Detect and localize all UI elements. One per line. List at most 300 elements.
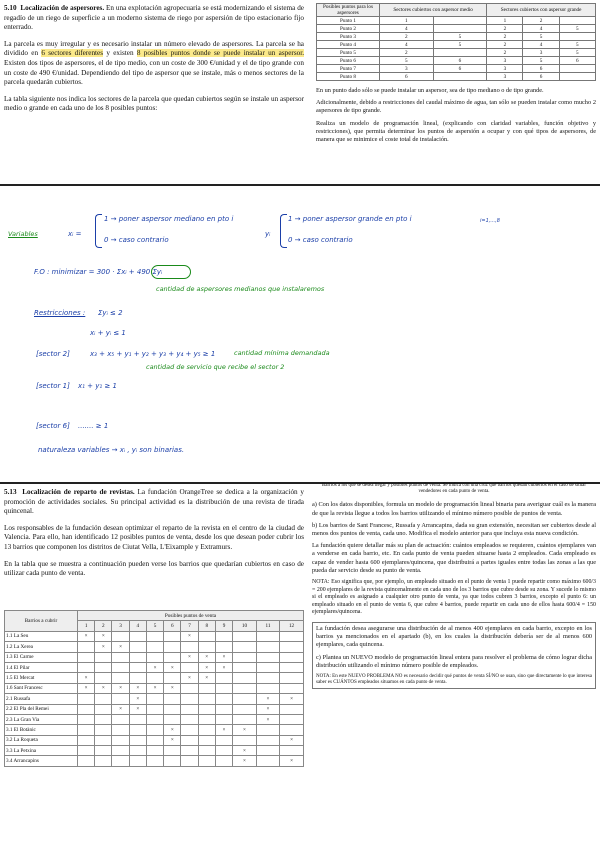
coverage-mark-cell: [146, 704, 163, 714]
coverage-mark-cell: ×: [280, 694, 304, 704]
sector-cell: 2: [380, 49, 434, 57]
problem-510-intro: 5.10 Localización de aspersores. En una explotación agropecuaria se está modernizando el sistema de regadío de un riego de superficie a un moderno sistema de riego por aspersión de tipo estacionario fijo enterrado.: [4, 4, 304, 32]
coverage-mark-cell: ×: [164, 735, 181, 745]
coverage-mark-cell: [256, 662, 279, 672]
barrio-row: [5, 746, 304, 756]
y-var: yᵢ: [265, 230, 271, 238]
coverage-mark-cell: [146, 652, 163, 662]
coverage-mark-cell: [198, 683, 215, 693]
coverage-mark-cell: [233, 735, 257, 745]
sector-cell: 2: [487, 49, 523, 57]
coverage-mark-cell: [78, 652, 95, 662]
coverage-mark-cell: [181, 725, 198, 735]
sector-cell: [433, 25, 487, 33]
coverage-row: [317, 33, 596, 41]
barrio-row: [5, 652, 304, 662]
col-point-4: 4: [129, 621, 146, 631]
coverage-mark-cell: [233, 714, 257, 724]
coverage-mark-cell: [198, 725, 215, 735]
coverage-mark-cell: ×: [233, 746, 257, 756]
problem-513-right: [312, 483, 596, 689]
coverage-mark-cell: ×: [256, 694, 279, 704]
coverage-mark-cell: [78, 746, 95, 756]
coverage-mark-cell: ×: [233, 725, 257, 735]
variable-nature: naturaleza variables → xᵢ , yᵢ son binarias.: [38, 446, 185, 454]
note-distribution: NOTA: Eso significa que, por ejemplo, un empleado situado en el punto de venta 1 puede repartir como máximo 600/3 = 200 ejemplares de la revista quincenalmente en cada uno de los 3 barrios que cubre desde su zona. Y sucede lo mismo si el empleado es asignado a cualquier otro punto de venta, ya que todos cubren 3 barrios, excepto el punto 6: un empleado situado en el punto de venta 6, que cubre 4 barrios, puede repartir en cada uno de ellos hasta 600/4 = 150 ejemplares/quincena.: [312, 579, 596, 616]
coverage-mark-cell: [198, 735, 215, 745]
coverage-mark-cell: [215, 735, 232, 745]
barrio-name-cell: 1.1 La Seu: [5, 631, 78, 641]
x-one: 1 → poner aspersor mediano en pto i: [104, 215, 234, 223]
barrio-name-cell: 3.4 Arrancapins: [5, 756, 78, 766]
coverage-mark-cell: [129, 662, 146, 672]
col-header-medium: Sectores cubiertos con aspersor medio: [380, 4, 487, 17]
coverage-mark-cell: [256, 631, 279, 641]
sector6-label: [sector 6]: [36, 422, 70, 430]
coverage-mark-cell: [112, 735, 129, 745]
sector-cell: [433, 73, 487, 81]
coverage-mark-cell: [233, 673, 257, 683]
restrictions-label: Restricciones :: [34, 309, 86, 317]
coverage-mark-cell: [280, 714, 304, 724]
restriction-one-aspersor: En un punto dado sólo se puede instalar un aspersor, sea de tipo mediano o de tipo grande.: [316, 87, 544, 94]
coverage-mark-cell: [78, 694, 95, 704]
barrio-name-cell: 3.3 La Petxina: [5, 746, 78, 756]
col-point-7: 7: [181, 621, 198, 631]
coverage-mark-cell: ×: [215, 725, 232, 735]
restriction-large-max: Σyᵢ ≤ 2: [98, 309, 123, 317]
coverage-mark-cell: [164, 694, 181, 704]
coverage-mark-cell: [95, 694, 112, 704]
note-new-problem: NOTA: En este NUEVO PROBLEMA NO es necesario decidir qué puntos de venta SÍ/NO se usan, sino que directamente lo que interesa saber es CUÁNTOS empleados situamos en cada punto de venta.: [316, 674, 592, 686]
coverage-mark-cell: [256, 735, 279, 745]
coverage-mark-cell: ×: [164, 662, 181, 672]
coverage-mark-cell: [146, 756, 163, 766]
coverage-mark-cell: [129, 735, 146, 745]
coverage-mark-cell: [181, 704, 198, 714]
sector2-label: [sector 2]: [36, 350, 70, 358]
coverage-mark-cell: [78, 714, 95, 724]
coverage-mark-cell: [181, 756, 198, 766]
sector-cell: 4: [380, 41, 434, 49]
employee-info: La fundación quiere detallar más su plan de actuación: cuántos empleados se requieren, cuántos ejemplares van a venderse en cada barrio, etc. En cada punto de venta pueden situarse hasta 2 empleados. Cada empleado es capaz de vender hasta 600 ejemplares/quincena, que distribuirá a partes iguales entre todas las zonas a las que pueda dar servicio desde su punto de venta.: [312, 542, 596, 574]
coverage-mark-cell: [215, 694, 232, 704]
sector-cell: 2: [380, 33, 434, 41]
sector-cell: [433, 17, 487, 25]
coverage-row: [317, 73, 596, 81]
coverage-mark-cell: [198, 756, 215, 766]
coverage-row: [317, 65, 596, 73]
separator-top: [0, 184, 600, 186]
coverage-mark-cell: [256, 683, 279, 693]
coverage-mark-cell: [78, 662, 95, 672]
coverage-mark-cell: ×: [198, 662, 215, 672]
coverage-mark-cell: [280, 642, 304, 652]
sector-cell: 3: [487, 57, 523, 65]
distribution-requirement: La fundación desea asegurarse una distribución de al menos 400 ejemplares en cada barrio, excepto en los barrios ya mencionados en el apartado (b), en los cuales la distribución debería ser de al menos 600 ejemplares, cada quincena.: [316, 625, 592, 649]
sector-cell: 4: [380, 25, 434, 33]
sector-cell: 2: [487, 41, 523, 49]
barrio-row: [5, 673, 304, 683]
coverage-mark-cell: ×: [112, 642, 129, 652]
coverage-mark-cell: [78, 725, 95, 735]
coverage-mark-cell: [146, 631, 163, 641]
sector-cell: [433, 49, 487, 57]
coverage-mark-cell: ×: [78, 673, 95, 683]
coverage-mark-cell: ×: [256, 704, 279, 714]
coverage-mark-cell: [280, 673, 304, 683]
sector1-label: [sector 1]: [36, 382, 70, 390]
col-point-5: 5: [146, 621, 163, 631]
point-name-cell: Punto 5: [317, 49, 380, 57]
coverage-mark-cell: [233, 662, 257, 672]
coverage-mark-cell: [129, 725, 146, 735]
barrio-row: [5, 631, 304, 641]
coverage-mark-cell: [215, 756, 232, 766]
handwritten-notes: [0, 188, 600, 480]
barrio-name-cell: 1.4 El Pilar: [5, 662, 78, 672]
problem-510-restrictions: [316, 87, 596, 144]
barrio-row: [5, 725, 304, 735]
coverage-mark-cell: [146, 642, 163, 652]
coverage-mark-cell: [215, 673, 232, 683]
coverage-mark-cell: [215, 714, 232, 724]
x-var: xᵢ =: [68, 230, 82, 238]
sector2-equation: x₃ + x₅ + y₁ + y₂ + y₃ + y₄ + y₅ ≥ 1: [90, 350, 216, 358]
coverage-mark-cell: [112, 694, 129, 704]
coverage-mark-cell: [146, 725, 163, 735]
coverage-mark-cell: [112, 673, 129, 683]
coverage-mark-cell: [129, 714, 146, 724]
coverage-mark-cell: [181, 714, 198, 724]
coverage-mark-cell: [164, 746, 181, 756]
col-header-large: Sectores cubiertos con aspersor grande: [487, 4, 596, 17]
coverage-mark-cell: ×: [112, 704, 129, 714]
coverage-mark-cell: [215, 683, 232, 693]
coverage-mark-cell: [233, 704, 257, 714]
coverage-mark-cell: ×: [112, 683, 129, 693]
coverage-mark-cell: [215, 631, 232, 641]
coverage-mark-cell: [181, 683, 198, 693]
coverage-mark-cell: [112, 631, 129, 641]
coverage-mark-cell: [95, 746, 112, 756]
coverage-mark-cell: [215, 704, 232, 714]
sector-cell: 5: [559, 49, 595, 57]
coverage-mark-cell: [181, 642, 198, 652]
sector-cell: 5: [433, 33, 487, 41]
coverage-mark-cell: [181, 735, 198, 745]
sector-cell: 6: [523, 73, 559, 81]
barrio-name-cell: 2.1 Russafa: [5, 694, 78, 704]
coverage-mark-cell: [112, 662, 129, 672]
question-b: b) Los barrios de Sant Francesc, Russafa y Arrancapins, dada su gran extensión, necesitan ser cubiertos desde al menos dos puntos de venta, cada uno. Modifica el modelo anterior para que incluya esta nueva condición.: [312, 521, 596, 538]
sector-cell: 1: [380, 17, 434, 25]
sector-cell: 4: [523, 25, 559, 33]
problem-513-text: [4, 488, 304, 579]
problem-513-context: Los responsables de la fundación desean optimizar el reparto de la revista en el centro de la ciudad de Valencia. Para ello, han identificado 12 posibles puntos de venta, desde los que desean poder cubrir los 13 barrios que componen los distritos de Ciutat Vella, L'Eixample y Extramurs.: [4, 523, 304, 551]
coverage-mark-cell: [198, 714, 215, 724]
objective-note: cantidad de aspersores medianos que instalaremos: [156, 285, 325, 293]
coverage-mark-cell: [215, 642, 232, 652]
barrio-name-cell: 3.2 La Roqueta: [5, 735, 78, 745]
barrio-name-cell: 2.3 La Gran Via: [5, 714, 78, 724]
coverage-mark-cell: [256, 756, 279, 766]
coverage-mark-cell: [198, 746, 215, 756]
point-name-cell: Punto 1: [317, 17, 380, 25]
col-point-3: 3: [112, 621, 129, 631]
coverage-mark-cell: [233, 683, 257, 693]
sector6-equation: ....... ≥ 1: [78, 422, 109, 430]
coverage-mark-cell: [164, 673, 181, 683]
coverage-mark-cell: ×: [215, 652, 232, 662]
sector-cell: 5: [523, 33, 559, 41]
coverage-mark-cell: ×: [129, 694, 146, 704]
col-point-10: 10: [233, 621, 257, 631]
coverage-mark-cell: ×: [181, 673, 198, 683]
coverage-mark-cell: [280, 704, 304, 714]
coverage-mark-cell: [280, 652, 304, 662]
restriction-one-per-point: xᵢ + yᵢ ≤ 1: [90, 329, 126, 337]
col-header-points: Posibles puntos para los aspersores: [317, 4, 380, 17]
restriction-max-large: Adicionalmente, debido a restricciones del caudal máximo de agua, tan sólo se pueden instalar como mucho 2 aspersores de tipo grande.: [316, 99, 596, 115]
barrio-row: [5, 714, 304, 724]
point-name-cell: Punto 4: [317, 41, 380, 49]
sector-coverage-table: [316, 3, 596, 144]
coverage-mark-cell: [146, 746, 163, 756]
coverage-mark-cell: [280, 631, 304, 641]
sector-cell: 1: [487, 17, 523, 25]
col-header-puntos: Posibles puntos de venta: [78, 611, 304, 621]
coverage-mark-cell: ×: [181, 631, 198, 641]
coverage-mark-cell: ×: [78, 683, 95, 693]
barrio-row: [5, 642, 304, 652]
brace-y: [280, 214, 287, 248]
coverage-mark-cell: [146, 694, 163, 704]
coverage-mark-cell: [198, 631, 215, 641]
coverage-mark-cell: [129, 673, 146, 683]
barrio-name-cell: 1.3 El Carme: [5, 652, 78, 662]
problem-510-text: [4, 4, 304, 114]
coverage-mark-cell: [129, 652, 146, 662]
coverage-mark-cell: ×: [215, 662, 232, 672]
coverage-mark-cell: [129, 756, 146, 766]
sector-cell: [559, 73, 595, 81]
y-one: 1 → poner aspersor grande en pto i: [288, 215, 412, 223]
barrio-name-cell: 1.6 Sant Francesc: [5, 683, 78, 693]
sector-cell: 3: [523, 49, 559, 57]
sector-cell: 5: [380, 57, 434, 65]
problem-510-question: Realiza un modelo de programación lineal, (explicando con claridad variables, función objetivo y restricciones), que permita determinar los puntos de aspersión a ocupar y con qué tipos de aspersores, de manera que se minimice el coste total de instalación.: [316, 119, 596, 144]
index-range: i=1,...,8: [480, 218, 500, 224]
coverage-mark-cell: [146, 735, 163, 745]
barrio-row: [5, 704, 304, 714]
coverage-mark-cell: [146, 714, 163, 724]
point-name-cell: Punto 3: [317, 33, 380, 41]
coverage-mark-cell: [112, 652, 129, 662]
col-point-12: 12: [280, 621, 304, 631]
point-name-cell: Punto 7: [317, 65, 380, 73]
col-point-8: 8: [198, 621, 215, 631]
x-zero: 0 → caso contrario: [104, 236, 169, 244]
coverage-mark-cell: [164, 714, 181, 724]
sector-cell: 5: [523, 57, 559, 65]
y-zero: 0 → caso contrario: [288, 236, 353, 244]
coverage-mark-cell: ×: [129, 683, 146, 693]
sector-cell: 2: [487, 25, 523, 33]
sector-cell: 5: [559, 41, 595, 49]
coverage-mark-cell: [233, 652, 257, 662]
coverage-mark-cell: [129, 642, 146, 652]
sum-circle: [151, 265, 191, 279]
question-c-box: [312, 622, 596, 689]
sector-cell: 2: [523, 17, 559, 25]
coverage-mark-cell: [280, 746, 304, 756]
coverage-row: [317, 41, 596, 49]
coverage-mark-cell: ×: [256, 714, 279, 724]
coverage-mark-cell: ×: [78, 631, 95, 641]
coverage-mark-cell: [95, 725, 112, 735]
coverage-mark-cell: [256, 673, 279, 683]
coverage-mark-cell: [233, 694, 257, 704]
coverage-mark-cell: [256, 642, 279, 652]
sector-cell: 6: [433, 65, 487, 73]
sector-cell: 6: [433, 57, 487, 65]
barrio-row: [5, 683, 304, 693]
coverage-mark-cell: [95, 756, 112, 766]
barrio-row: [5, 735, 304, 745]
sector-cell: 6: [559, 57, 595, 65]
point-name-cell: Punto 8: [317, 73, 380, 81]
coverage-mark-cell: ×: [164, 683, 181, 693]
coverage-mark-cell: [181, 694, 198, 704]
coverage-mark-cell: [95, 704, 112, 714]
table-caption: Barrios a los que se desea llegar y posibles puntos de venta. Se indica con una cruz qué barrios quedan cubiertos en el caso de situar vendedores en cada punto de venta.: [321, 483, 587, 495]
coverage-mark-cell: [198, 694, 215, 704]
coverage-mark-cell: [198, 642, 215, 652]
barrio-name-cell: 1.5 El Mercat: [5, 673, 78, 683]
coverage-mark-cell: ×: [280, 756, 304, 766]
point-name-cell: Punto 2: [317, 25, 380, 33]
coverage-mark-cell: [95, 652, 112, 662]
sector-cell: 3: [487, 73, 523, 81]
objective-function: F.O : minimizar = 300 · Σxᵢ + 490 Σyᵢ: [34, 268, 163, 276]
coverage-mark-cell: [256, 725, 279, 735]
coverage-mark-cell: ×: [146, 662, 163, 672]
sector2-service-note: cantidad de servicio que recibe el sector 2: [146, 363, 285, 371]
coverage-mark-cell: [280, 662, 304, 672]
coverage-mark-cell: [181, 746, 198, 756]
coverage-mark-cell: [198, 704, 215, 714]
coverage-mark-cell: [112, 746, 129, 756]
coverage-mark-cell: ×: [198, 652, 215, 662]
sector1-equation: x₁ + y₁ ≥ 1: [78, 382, 117, 390]
coverage-row: [317, 25, 596, 33]
sector-cell: [559, 33, 595, 41]
barrio-row: [5, 756, 304, 766]
coverage-mark-cell: [164, 652, 181, 662]
coverage-row: [317, 17, 596, 25]
coverage-mark-cell: [164, 756, 181, 766]
sales-point-table: [4, 610, 304, 767]
problem-510-table-intro: La tabla siguiente nos indica los sectores de la parcela que quedan cubiertos según se instale un aspersor medio o grande en cada uno de los 8 posibles puntos:: [4, 94, 304, 113]
sector-cell: 5: [559, 25, 595, 33]
coverage-mark-cell: [215, 746, 232, 756]
sector2-demand-note: cantidad mínima demandada: [234, 349, 330, 357]
barrio-row: [5, 662, 304, 672]
coverage-mark-cell: [95, 673, 112, 683]
sector-cell: [559, 65, 595, 73]
coverage-mark-cell: [112, 756, 129, 766]
coverage-mark-cell: ×: [164, 725, 181, 735]
coverage-mark-cell: [181, 662, 198, 672]
coverage-mark-cell: ×: [146, 683, 163, 693]
sector-cell: 2: [487, 33, 523, 41]
coverage-row: [317, 57, 596, 65]
sector-cell: 6: [523, 65, 559, 73]
sector-cell: 3: [380, 65, 434, 73]
coverage-mark-cell: [146, 673, 163, 683]
barrio-row: [5, 694, 304, 704]
question-a: a) Con los datos disponibles, formula un modelo de programación lineal binaria para averiguar cuál es la manera de que la revista llegue a todos los barrios utilizando el mínimo número posible de puntos de venta.: [312, 501, 596, 517]
coverage-mark-cell: ×: [95, 683, 112, 693]
sector-cell: 4: [523, 41, 559, 49]
coverage-mark-cell: [95, 662, 112, 672]
coverage-mark-cell: ×: [95, 642, 112, 652]
coverage-mark-cell: ×: [233, 756, 257, 766]
coverage-mark-cell: [164, 642, 181, 652]
coverage-mark-cell: [280, 725, 304, 735]
coverage-mark-cell: [78, 756, 95, 766]
coverage-mark-cell: ×: [95, 631, 112, 641]
coverage-mark-cell: [112, 714, 129, 724]
problem-510-parcel: La parcela es muy irregular y es necesario instalar un número elevado de aspersores. La parcela se ha dividido en 6 sectores diferentes y existen 8 posibles puntos donde se puede instalar un aspersor. Existen dos tipos de aspersores, el de tipo medio, con un coste de 300 €/unidad y el de tipo grande con un coste de 490 €/unidad. Dependiendo del tipo de aspersor que se instale, más o menos sectores de la parcela quedarán cubiertos.: [4, 39, 305, 87]
variables-label: Variables: [8, 230, 38, 238]
coverage-row: [317, 49, 596, 57]
sector-cell: [559, 17, 595, 25]
coverage-mark-cell: [233, 631, 257, 641]
sector-cell: 3: [487, 65, 523, 73]
coverage-mark-cell: ×: [280, 735, 304, 745]
coverage-mark-cell: [256, 652, 279, 662]
coverage-mark-cell: [95, 735, 112, 745]
col-point-6: 6: [164, 621, 181, 631]
question-c: c) Plantea un NUEVO modelo de programación lineal entera para resolver el problema de cómo lograr dicha distribución utilizando el mínimo número posible de empleados.: [316, 653, 592, 669]
col-point-1: 1: [78, 621, 95, 631]
coverage-mark-cell: [164, 704, 181, 714]
col-point-11: 11: [256, 621, 279, 631]
coverage-mark-cell: [164, 631, 181, 641]
barrio-name-cell: 3.1 El Botànic: [5, 725, 78, 735]
coverage-mark-cell: [129, 631, 146, 641]
col-point-9: 9: [215, 621, 232, 631]
sector-cell: 5: [433, 41, 487, 49]
problem-513-table-intro: En la tabla que se muestra a continuación pueden verse los barrios que quedarían cubiertos en caso de utilizar cada punto de venta.: [4, 559, 304, 578]
barrio-name-cell: 2.2 El Pla del Remei: [5, 704, 78, 714]
coverage-mark-cell: [112, 725, 129, 735]
brace-x: [95, 214, 102, 248]
col-header-barrios: Barrios a cubrir: [5, 611, 78, 632]
coverage-mark-cell: [233, 642, 257, 652]
sector-cell: 6: [380, 73, 434, 81]
coverage-mark-cell: [256, 746, 279, 756]
col-point-2: 2: [95, 621, 112, 631]
coverage-mark-cell: [78, 704, 95, 714]
coverage-mark-cell: [129, 746, 146, 756]
coverage-mark-cell: ×: [181, 652, 198, 662]
coverage-mark-cell: [280, 683, 304, 693]
coverage-mark-cell: ×: [198, 673, 215, 683]
point-name-cell: Punto 6: [317, 57, 380, 65]
